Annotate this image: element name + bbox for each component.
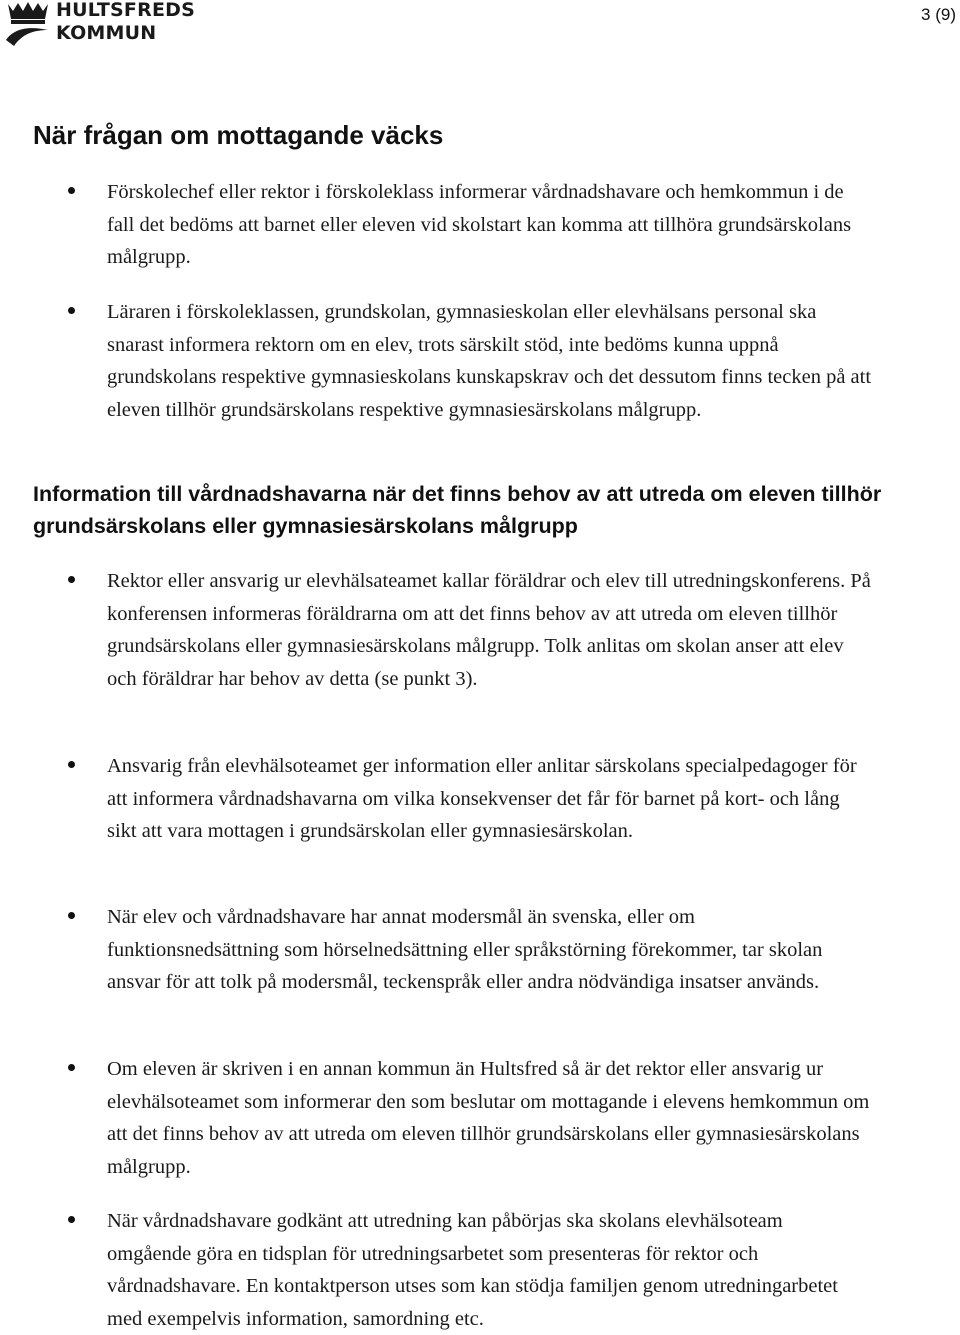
bullet-dot-icon	[68, 761, 75, 768]
list-item	[72, 901, 872, 999]
bullet-dot-icon	[68, 187, 75, 194]
list-item	[72, 296, 872, 426]
logo-line-1: HULTSFREDS	[56, 0, 195, 21]
list-item-text: Rektor eller ansvarig ur elevhälsateamet kallar föräldrar och elev till utredningskonferens. På konferensen informeras föräldrarna om att det finns behov av att utreda om eleven tillhör grundsärskolans eller gymnasiesärskolans målgrupp. Tolk anlitas om skolan anser att elev och föräldrar har behov av detta (se punkt 3).	[107, 570, 871, 690]
list-item	[72, 750, 872, 848]
bullet-dot-icon	[68, 1216, 75, 1223]
list-item	[72, 565, 872, 695]
list-item	[72, 1053, 872, 1183]
list-item-text: Om eleven är skriven i en annan kommun än Hultsfred så är det rektor eller ansvarig ur elevhälsoteamet som informerar den som beslutar om mottagande i elevens hemkommun om att det finns behov av att utreda om eleven tillhör grundsärskolans eller gymnasiesärskolans målgrupp.	[107, 1058, 870, 1178]
municipality-logo	[4, 0, 204, 52]
crown-emblem-icon	[4, 0, 52, 50]
bullet-dot-icon	[68, 912, 75, 919]
list-item-text: När vårdnadshavare godkänt att utredning kan påbörjas ska skolans elevhälsoteam omgående göra en tidsplan för utredningsarbetet som presenteras för rektor och vårdnadshavare. En kontaktperson utses som kan stödja familjen genom utredningarbetet med exempelvis information, samordning etc.	[107, 1210, 838, 1330]
list-item	[72, 176, 872, 274]
bullet-dot-icon	[68, 307, 75, 314]
logo-wordmark	[56, 0, 195, 45]
page-number: 3 (9)	[921, 5, 956, 24]
list-item-text: Ansvarig från elevhälsoteamet ger information eller anlitar särskolans specialpedagoger för att informera vårdnadshavarna om vilka konsekvenser det får för barnet på kort- och lång sikt att vara mottagen i grundsärskolan eller gymnasiesärskolan.	[107, 755, 857, 842]
list-item	[72, 1205, 872, 1335]
logo-line-2: KOMMUN	[56, 22, 157, 44]
list-item-text: När elev och vårdnadshavare har annat modersmål än svenska, eller om funktionsnedsättning som hörselnedsättning eller språkstörning förekommer, tar skolan ansvar för att tolk på modersmål, teckenspråk eller andra nödvändiga insatser används.	[107, 906, 823, 993]
list-item-text: Läraren i förskoleklassen, grundskolan, gymnasieskolan eller elevhälsans personal ska snarast informera rektorn om en elev, trots särskilt stöd, inte bedöms kunna uppnå grundskolans respektive gymnasieskolans kunskapskrav och det dessutom finns tecken på att eleven tillhör grundsärskolans respektive gymnasiesärskolans målgrupp.	[107, 301, 872, 421]
section-heading-information: Information till vårdnadshavarna när det finns behov av att utreda om eleven tillhör grundsärskolans eller gymnasiesärskolans målgrupp	[33, 482, 882, 538]
bullet-dot-icon	[68, 1064, 75, 1071]
section-heading-mottagande: När frågan om mottagande väcks	[33, 120, 444, 150]
list-item-text: Förskolechef eller rektor i förskoleklass informerar vårdnadshavare och hemkommun i de fall det bedöms att barnet eller eleven vid skolstart kan komma att tillhöra grundsärskolans målgrupp.	[107, 181, 852, 268]
bullet-dot-icon	[68, 576, 75, 583]
